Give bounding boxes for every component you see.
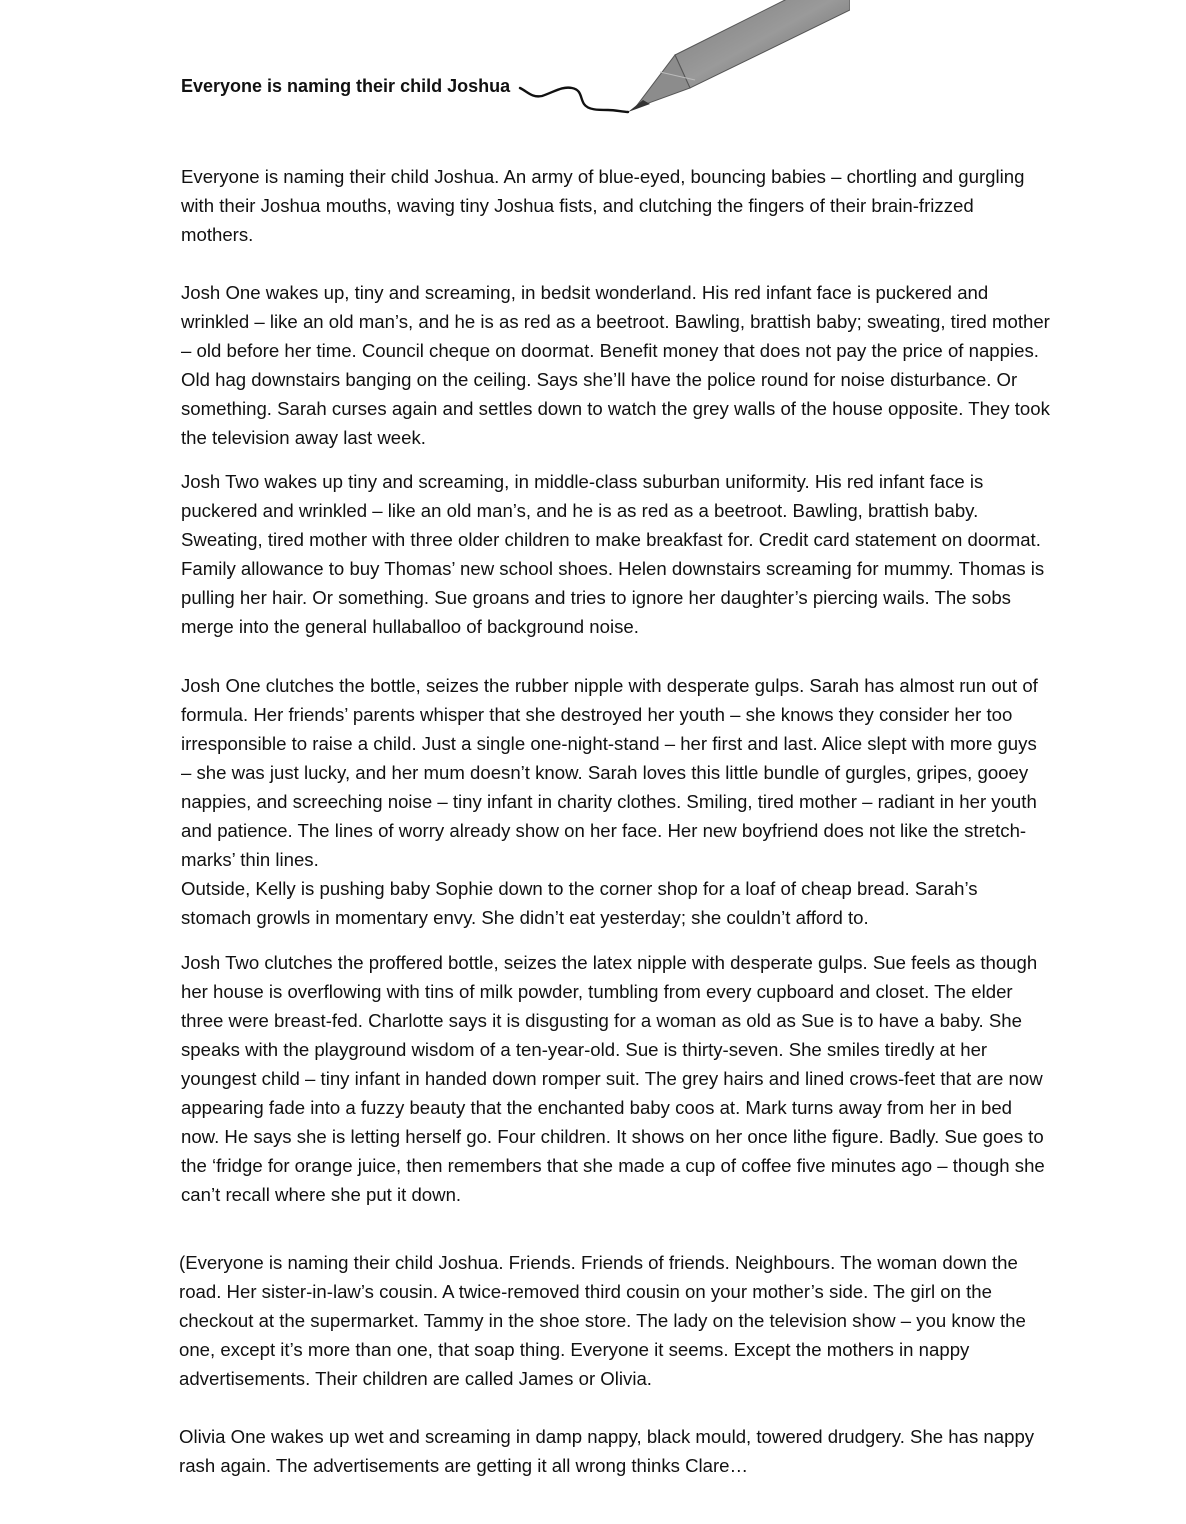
document-title: Everyone is naming their child Joshua xyxy=(181,76,511,96)
paragraph-2: Josh One wakes up, tiny and screaming, in bedsit wonderland. His red infant face is puckered and wrinkled – like an old man’s, and he is as red as a beetroot. Bawling, brattish baby; sweating, tired mother – old before her time. Council cheque on doormat. Benefit money that does not pay the price of nappies. Old hag downstairs banging on the ceiling. Says she’ll have the police round for noise disturbance. Or something. Sarah curses again and settles down to watch the grey walls of the house opposite. They took the television away last week. xyxy=(181,282,1050,448)
paragraph-3: Josh Two wakes up tiny and screaming, in middle-class suburban uniformity. His red infant face is puckered and wrinkled – like an old man’s, and he is as red as a beetroot. Bawling, brattish baby. Sweating, tired mother with three older children to make breakfast for. Credit card statement on doormat. Family allowance to buy Thomas’ new school shoes. Helen downstairs screaming for mummy. Thomas is pulling her hair. Or something. Sue groans and tries to ignore her daughter’s piercing wails. The sobs merge into the general hullaballoo of background noise. xyxy=(181,471,1045,637)
pencil-icon xyxy=(510,0,850,130)
paragraph-8: Olivia One wakes up wet and screaming in damp nappy, black mould, towered drudgery. She has nappy rash again. The advertisements are getting it all wrong thinks Clare… xyxy=(179,1426,1035,1476)
paragraph-6: Josh Two clutches the proffered bottle, seizes the latex nipple with desperate gulps. Sue feels as though her house is overflowing with tins of milk powder, tumbling from every cupboard and closet. The elder three were breast-fed. Charlotte says it is disgusting for a woman as old as Sue is to have a baby. She speaks with the playground wisdom of a ten-year-old. Sue is thirty-seven. She smiles tiredly at her youngest child – tiny infant in handed down romper suit. The grey hairs and lined crows-feet that are now appearing fade into a fuzzy beauty that the enchanted baby coos at. Mark turns away from her in bed now. He says she is letting herself go. Four children. It shows on her once lithe figure. Badly. Sue goes to the ‘fridge for orange juice, then remembers that she made a cup of coffee five minutes ago – though she can’t recall where she put it down. xyxy=(181,952,1045,1205)
paragraph-5: Outside, Kelly is pushing baby Sophie down to the corner shop for a loaf of cheap bread. Sarah’s stomach growls in momentary envy. She didn’t eat yesterday; she couldn’t afford to. xyxy=(181,878,978,928)
paragraph-4: Josh One clutches the bottle, seizes the rubber nipple with desperate gulps. Sarah has almost run out of formula. Her friends’ parents whisper that she destroyed her youth – she knows they consider her too irresponsible to raise a child. Just a single one-night-stand – her first and last. Alice slept with more guys – she was just lucky, and her mum doesn’t know. Sarah loves this little bundle of gurgles, gripes, gooey nappies, and screeching noise – tiny infant in charity clothes. Smiling, tired mother – radiant in her youth and patience. The lines of worry already show on her face. Her new boyfriend does not like the stretch-marks’ thin lines. xyxy=(181,675,1038,870)
paragraph-7: (Everyone is naming their child Joshua. Friends. Friends of friends. Neighbours. The woman down the road. Her sister-in-law’s cousin. A twice-removed third cousin on your mother’s side. The girl on the checkout at the supermarket. Tammy in the shoe store. The lady on the television show – you know the one, except it’s more than one, that soap thing. Everyone it seems. Except the mothers in nappy advertisements. Their children are called James or Olivia. xyxy=(179,1252,1026,1389)
paragraph-1: Everyone is naming their child Joshua. An army of blue-eyed, bouncing babies – chortling and gurgling with their Joshua mouths, waving tiny Joshua fists, and clutching the fingers of their brain-frizzed mothers. xyxy=(181,166,1025,245)
